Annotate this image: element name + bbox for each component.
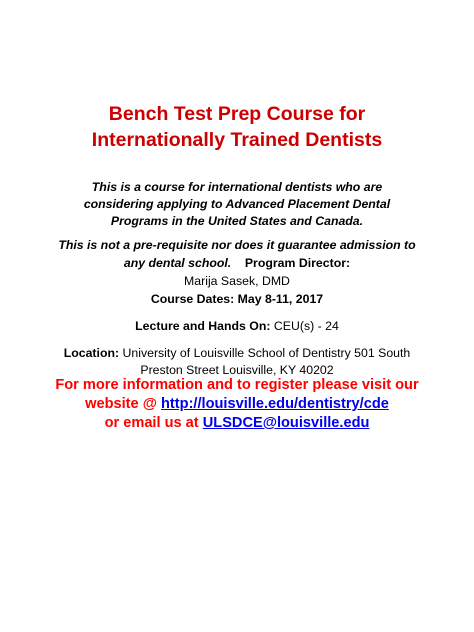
location-line-1-row xyxy=(0,345,474,362)
lecture-info xyxy=(0,317,474,335)
website-link[interactable]: http://louisville.edu/dentistry/cde xyxy=(161,396,389,412)
email-link[interactable]: ULSDCE@louisville.edu xyxy=(202,415,370,431)
intro-line-3: Programs in the United States and Canada. xyxy=(110,214,364,228)
program-director-name: Marija Sasek, DMD xyxy=(184,274,290,288)
course-intro xyxy=(0,179,474,230)
disclaimer-line-2-row xyxy=(0,254,474,272)
location-info xyxy=(0,345,474,379)
location-label: Location: xyxy=(63,346,120,360)
location-line-2: Preston Street Louisville, KY 40202 xyxy=(140,363,334,377)
course-title-line-1: Bench Test Prep Course for xyxy=(108,103,366,125)
course-title-line-2: Internationally Trained Dentists xyxy=(91,129,383,151)
website-prefix: website @ xyxy=(85,396,157,412)
intro-line-2: considering applying to Advanced Placement Dental xyxy=(83,197,391,211)
more-info-block xyxy=(0,376,474,433)
disclaimer-block xyxy=(0,236,474,308)
more-info-line-1: For more information and to register please visit our xyxy=(55,377,419,393)
more-info-line-2-row xyxy=(0,395,474,414)
program-director-label: Program Director: xyxy=(244,256,351,270)
email-prefix: or email us at xyxy=(104,415,199,431)
disclaimer-line-1: This is not a pre-requisite nor does it guarantee admission to xyxy=(58,238,416,252)
lecture-label: Lecture and Hands On: xyxy=(135,319,271,333)
course-dates: Course Dates: May 8-11, 2017 xyxy=(150,292,324,306)
course-title xyxy=(0,101,474,153)
lecture-value: CEU(s) - 24 xyxy=(273,319,339,333)
intro-line-1: This is a course for international dentists who are xyxy=(91,180,383,194)
location-line-1: University of Louisville School of Dentistry 501 South xyxy=(122,346,411,360)
disclaimer-line-2: any dental school. xyxy=(123,256,232,270)
more-info-line-3-row xyxy=(0,414,474,433)
